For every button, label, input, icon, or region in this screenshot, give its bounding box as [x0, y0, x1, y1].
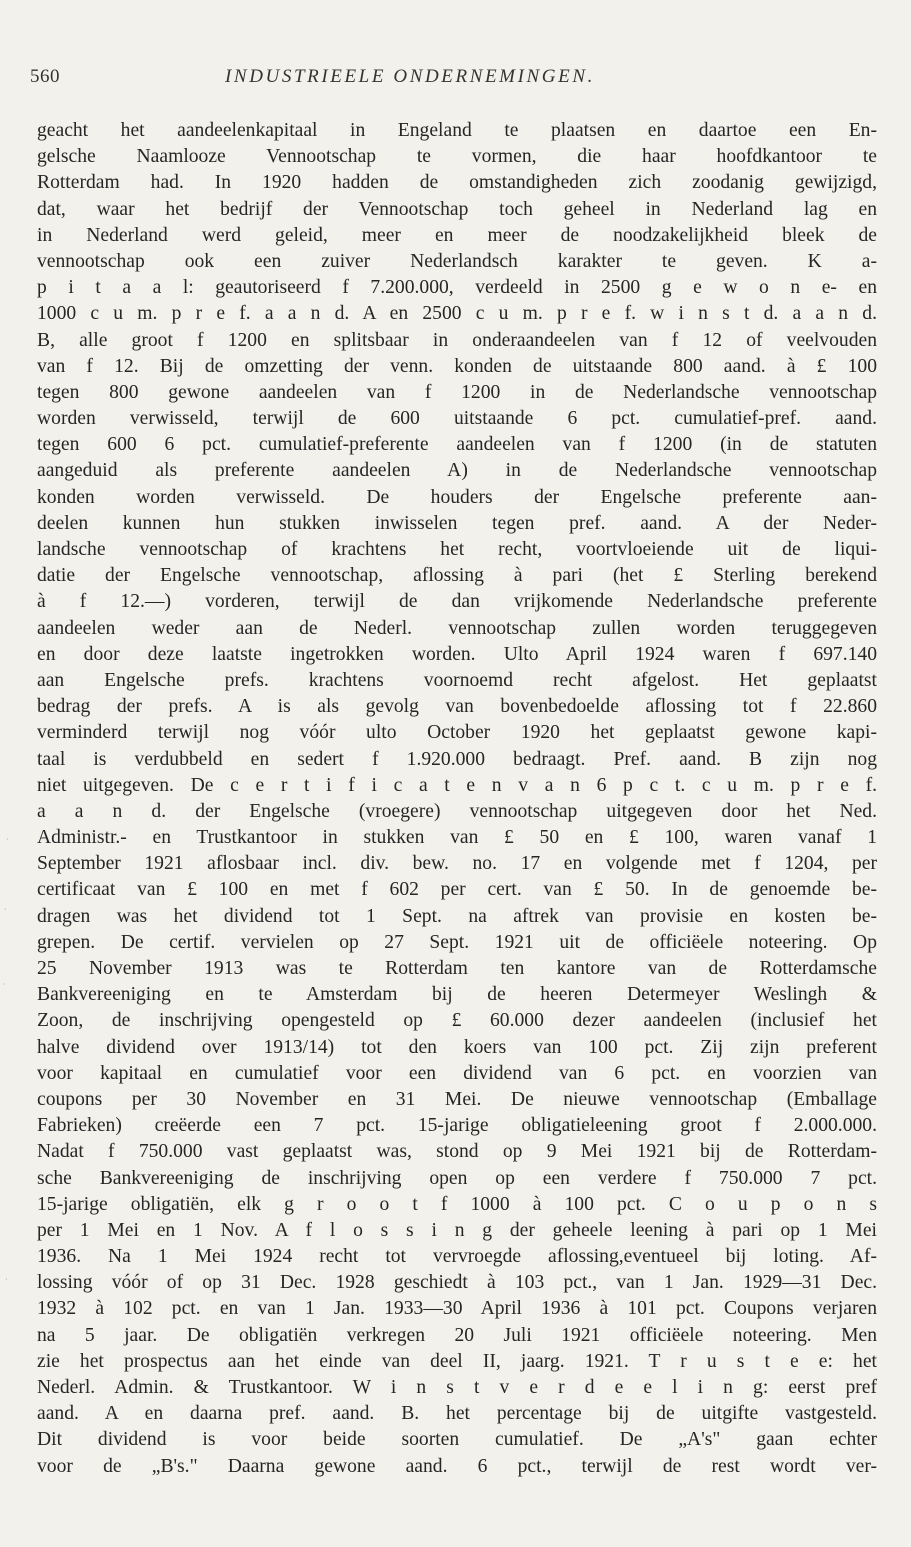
text-line: grepen. De certif. vervielen op 27 Sept. 1921 uit de officiëele noteering. Op	[37, 931, 877, 953]
margin-speck: ·	[5, 1275, 8, 1284]
text-line: B, alle groot f 1200 en splitsbaar in onderaandeelen van f 12 of veelvouden	[37, 329, 877, 351]
text-line: Rotterdam had. In 1920 hadden de omstandigheden zich zoodanig gewijzigd,	[37, 172, 877, 194]
text-line: Fabrieken) creëerde een 7 pct. 15-jarige obligatieleening groot f 2.000.000.	[37, 1115, 877, 1137]
text-line: 1000 c u m. p r e f. a a n d. A en 2500 c u m. p r e f. w i n s t d. a a n d.	[37, 303, 877, 325]
text-line: certificaat van £ 100 en met f 602 per cert. van £ 50. In de genoemde be-	[37, 879, 877, 901]
text-line: datie der Engelsche vennootschap, aflossing à pari (het £ Sterling berekend	[37, 565, 877, 587]
text-line: 15-jarige obligatiën, elk g r o o t f 1000 à 100 pct. C o u p o n s	[37, 1193, 877, 1215]
text-line: voor de „B's." Daarna gewone aand. 6 pct., terwijl de rest wordt ver-	[37, 1455, 877, 1477]
text-line: gelsche Naamlooze Vennootschap te vormen, die haar hoofdkantoor te	[37, 146, 877, 168]
text-line: dragen was het dividend tot 1 Sept. na aftrek van provisie en kosten be-	[37, 905, 877, 927]
text-line: halve dividend over 1913/14) tot den koers van 100 pct. Zij zijn preferent	[37, 1036, 877, 1058]
text-line: p i t a a l: geautoriseerd f 7.200.000, verdeeld in 2500 g e w o n e- en	[37, 277, 877, 299]
text-line: sche Bankvereeniging de inschrijving open op een verdere f 750.000 7 pct.	[37, 1167, 877, 1189]
text-line: 25 November 1913 was te Rotterdam ten kantore van de Rotterdamsche	[37, 958, 877, 979]
text-line: deelen kunnen hun stukken inwisselen tegen pref. aand. A der Neder-	[37, 512, 877, 534]
text-line: per 1 Mei en 1 Nov. A f l o s s i n g der geheele leening à pari op 1 Mei	[37, 1219, 877, 1241]
text-line: taal is verdubbeld en sedert f 1.920.000 bedraagt. Pref. aand. B zijn nog	[37, 748, 877, 770]
text-line: coupons per 30 November en 31 Mei. De nieuwe vennootschap (Emballage	[37, 1088, 877, 1110]
text-line: Administr.- en Trustkantoor in stukken van £ 50 en £ 100, waren vanaf 1	[37, 827, 877, 849]
text-line: aangeduid als preferente aandeelen A) in de Nederlandsche vennootschap	[37, 460, 877, 482]
text-line: aandeelen weder aan de Nederl. vennootschap zullen worden teruggegeven	[37, 617, 877, 639]
page-header	[30, 66, 880, 96]
text-line: Bankvereeniging en te Amsterdam bij de heeren Determeyer Weslingh &	[37, 984, 877, 1006]
text-line: dat, waar het bedrijf der Vennootschap toch geheel in Nederland lag en	[37, 198, 877, 220]
text-line: lossing vóór of op 31 Dec. 1928 geschiedt à 103 pct., van 1 Jan. 1929—31 Dec.	[37, 1272, 877, 1294]
text-line: Dit dividend is voor beide soorten cumulatief. De „A's" gaan echter	[37, 1429, 877, 1451]
text-line: zie het prospectus aan het einde van deel II, jaarg. 1921. T r u s t e e: het	[37, 1350, 877, 1372]
text-line: worden verwisseld, terwijl de 600 uitstaande 6 pct. cumulatief-pref. aand.	[37, 408, 877, 430]
margin-speck: ·	[6, 835, 9, 844]
text-line: bedrag der prefs. A is als gevolg van bovenbedoelde aflossing tot f 22.860	[37, 696, 877, 718]
text-line: na 5 jaar. De obligatiën verkregen 20 Juli 1921 officiëele noteering. Men	[37, 1324, 877, 1346]
body-text	[37, 118, 877, 1480]
text-line: Nederl. Admin. & Trustkantoor. W i n s t v e r d e e l i n g: eerst pref	[37, 1377, 877, 1398]
text-line: geacht het aandeelenkapitaal in Engeland te plaatsen en daartoe een En-	[37, 120, 877, 141]
text-line: aan Engelsche prefs. krachtens voornoemd recht afgelost. Het geplaatst	[37, 669, 877, 691]
text-line: aand. A en daarna pref. aand. B. het percentage bij de uitgifte vastgesteld.	[37, 1403, 877, 1425]
text-line: Zoon, de inschrijving opengesteld op £ 60.000 dezer aandeelen (inclusief het	[37, 1010, 877, 1032]
text-line: in Nederland werd geleid, meer en meer de noodzakelijkheid bleek de	[37, 224, 877, 246]
text-line: landsche vennootschap of krachtens het recht, voortvloeiende uit de liqui-	[37, 539, 877, 560]
text-line: verminderd terwijl nog vóór ulto October 1920 het geplaatst gewone kapi-	[37, 722, 877, 744]
text-line: vennootschap ook een zuiver Nederlandsch karakter te geven. K a-	[37, 250, 877, 272]
text-line: Nadat f 750.000 vast geplaatst was, stond op 9 Mei 1921 bij de Rotterdam-	[37, 1141, 877, 1163]
text-line: tegen 800 gewone aandeelen van f 1200 in de Nederlandsche vennootschap	[37, 381, 877, 403]
text-line: 1936. Na 1 Mei 1924 recht tot vervroegde aflossing,eventueel bij loting. Af-	[37, 1246, 877, 1268]
text-line: niet uitgegeven. De c e r t i f i c a t e n v a n 6 p c t. c u m. p r e f.	[37, 774, 877, 796]
running-head: INDUSTRIEELE ONDERNEMINGEN.	[225, 66, 595, 87]
text-line: van f 12. Bij de omzetting der venn. konden de uitstaande 800 aand. à £ 100	[37, 355, 877, 377]
text-line: 1932 à 102 pct. en van 1 Jan. 1933—30 April 1936 à 101 pct. Coupons verjaren	[37, 1298, 877, 1320]
text-line: voor kapitaal en cumulatief voor een dividend van 6 pct. en voorzien van	[37, 1062, 877, 1084]
text-line: September 1921 aflosbaar incl. div. bew. no. 17 en volgende met f 1204, per	[37, 853, 877, 875]
text-line: konden worden verwisseld. De houders der Engelsche preferente aan-	[37, 486, 877, 508]
margin-speck: ·	[4, 905, 7, 914]
text-line: en door deze laatste ingetrokken worden. Ulto April 1924 waren f 697.140	[37, 643, 877, 665]
text-line: à f 12.—) vorderen, terwijl de dan vrijkomende Nederlandsche preferente	[37, 591, 877, 613]
page-number: 560	[30, 66, 60, 87]
margin-speck: ·	[3, 980, 6, 989]
text-line: a a n d. der Engelsche (vroegere) vennootschap uitgegeven door het Ned.	[37, 800, 877, 822]
text-line: tegen 600 6 pct. cumulatief-preferente aandeelen van f 1200 (in de statuten	[37, 434, 877, 456]
